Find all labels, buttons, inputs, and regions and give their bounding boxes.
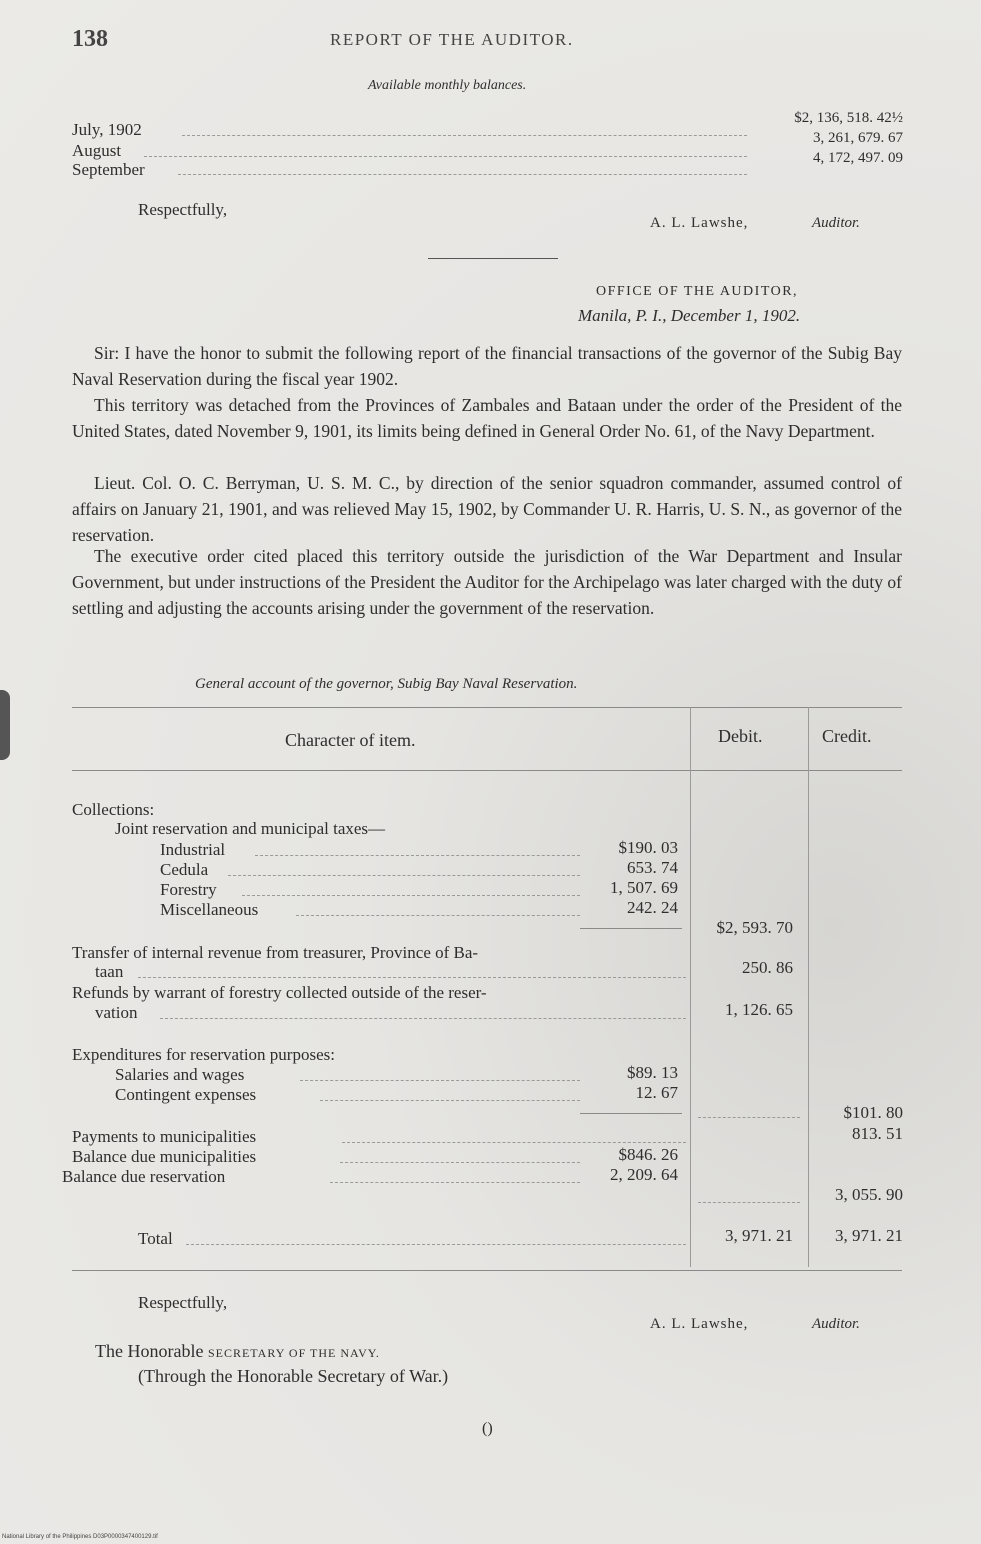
page-marker: (): [482, 1420, 493, 1437]
page-number: 138: [72, 26, 108, 52]
table-top-rule: [72, 707, 902, 708]
expenditures-credit: $101. 80: [843, 1103, 903, 1122]
expenditures-heading: Expenditures for reservation purposes:: [72, 1045, 335, 1064]
leader-dots: [698, 1117, 800, 1118]
balance-due-amount: 2, 209. 64: [610, 1165, 678, 1184]
column-divider: [808, 707, 809, 1267]
expenditure-item-amount: $89. 13: [627, 1063, 678, 1082]
addressee-name: SECRETARY OF THE NAVY.: [207, 1346, 380, 1360]
section-divider: [428, 258, 558, 259]
balances-credit: 3, 055. 90: [835, 1185, 903, 1204]
transfer-line1: Transfer of internal revenue from treasurer, Province of Ba-: [72, 943, 479, 962]
payments-label: Payments to municipalities: [72, 1127, 257, 1146]
paragraph: Lieut. Col. O. C. Berryman, U. S. M. C., by direction of the senior squadron commander, assumed control of affairs on January 21, 1901, and was relieved May 15, 1902, by Commander U. R. Harris, U. S. N., as governor of the reservation.: [72, 473, 902, 545]
leader-dots: [300, 1080, 580, 1081]
balance-label: July, 1902: [72, 120, 142, 139]
transfer-line2: taan: [95, 962, 124, 981]
refunds-line2: vation: [95, 1003, 138, 1022]
subtotal-rule: [580, 928, 682, 929]
collection-item-label: Industrial: [160, 840, 226, 859]
leader-dots: [242, 895, 580, 896]
leader-dots: [296, 915, 580, 916]
scan-edge-shadow: [0, 690, 10, 760]
leader-dots: [320, 1100, 580, 1101]
leader-dots: [160, 1018, 686, 1019]
balance-due-label: Balance due reservation: [62, 1167, 226, 1186]
total-debit: 3, 971. 21: [725, 1226, 793, 1245]
balances-title: Available monthly balances.: [368, 78, 527, 93]
addressee-line: [95, 1341, 380, 1362]
closing-respectfully: Respectfully,: [138, 1293, 228, 1312]
leader-dots: [698, 1202, 800, 1203]
paragraph: Sir: I have the honor to submit the following report of the financial transactions of the governor of the Subig Bay Naval Reservation during the fiscal year 1902.: [72, 343, 902, 389]
collection-item-label: Cedula: [160, 860, 209, 879]
scan-footer: National Library of the Philippines D03P0000347400129.tif: [2, 1534, 158, 1540]
closing-respectfully: Respectfully,: [138, 200, 228, 219]
signer-name: A. L. Lawshe,: [650, 1316, 749, 1332]
collection-item-label: Miscellaneous: [160, 900, 259, 919]
balance-amount: $2, 136, 518. 42½: [794, 110, 903, 126]
paragraph: The executive order cited placed this territory outside the jurisdiction of the War Department and Insular Government, but under instructions of the President the Auditor for the Archipelago was later charged with the duty of settling and adjusting the accounts arising under the government of the reservation.: [72, 546, 902, 618]
balance-due-amount: $846. 26: [618, 1145, 678, 1164]
office-place-date: Manila, P. I., December 1, 1902.: [578, 306, 801, 325]
leader-dots: [342, 1142, 686, 1143]
table-caption: General account of the governor, Subig Bay Naval Reservation.: [195, 676, 578, 692]
total-credit: 3, 971. 21: [835, 1226, 903, 1245]
addressee-prefix: The Honorable: [95, 1341, 204, 1361]
signer-title: Auditor.: [812, 1316, 860, 1332]
transfer-debit: 250. 86: [742, 958, 793, 977]
expenditure-item-label: Contingent expenses: [115, 1085, 257, 1104]
leader-dots: [255, 855, 580, 856]
total-label: Total: [138, 1229, 173, 1248]
collections-heading: Collections:: [72, 800, 155, 819]
subtotal-rule: [580, 1113, 682, 1114]
column-divider: [690, 707, 691, 1267]
leader-dots: [182, 135, 747, 136]
leader-dots: [178, 174, 747, 175]
office-name: OFFICE OF THE AUDITOR,: [596, 284, 799, 299]
header-debit: Debit.: [718, 726, 763, 746]
balance-label: August: [72, 141, 122, 160]
leader-dots: [330, 1182, 580, 1183]
collection-item-label: Forestry: [160, 880, 217, 899]
signer-name: A. L. Lawshe,: [650, 215, 749, 231]
payments-credit: 813. 51: [852, 1124, 903, 1143]
balance-label: September: [72, 160, 145, 179]
running-title: REPORT OF THE AUDITOR.: [330, 30, 574, 49]
collection-item-amount: 653. 74: [627, 858, 678, 877]
header-item: Character of item.: [285, 730, 416, 750]
balance-amount: 3, 261, 679. 67: [813, 130, 903, 146]
leader-dots: [186, 1244, 686, 1245]
collection-item-amount: $190. 03: [618, 838, 678, 857]
collection-item-amount: 242. 24: [627, 898, 678, 917]
collections-subheading: Joint reservation and municipal taxes—: [115, 819, 386, 838]
signer-title: Auditor.: [812, 215, 860, 231]
balance-due-label: Balance due municipalities: [72, 1147, 257, 1166]
leader-dots: [340, 1162, 580, 1163]
balance-amount: 4, 172, 497. 09: [813, 150, 903, 166]
refunds-debit: 1, 126. 65: [725, 1000, 793, 1019]
paragraph: This territory was detached from the Provinces of Zambales and Bataan under the order of the President of the United States, dated November 9, 1901, its limits being defined in General Order No. 61, of the Navy Department.: [72, 395, 902, 441]
leader-dots: [138, 977, 686, 978]
collection-item-amount: 1, 507. 69: [610, 878, 678, 897]
table-header-rule: [72, 770, 902, 771]
header-credit: Credit.: [822, 726, 872, 746]
refunds-line1: Refunds by warrant of forestry collected outside of the reser-: [72, 983, 487, 1002]
leader-dots: [144, 156, 747, 157]
table-bottom-rule: [72, 1270, 902, 1271]
through-line: (Through the Honorable Secretary of War.): [138, 1366, 449, 1386]
collections-debit: $2, 593. 70: [716, 918, 793, 937]
expenditure-item-label: Salaries and wages: [115, 1065, 245, 1084]
leader-dots: [228, 875, 580, 876]
expenditure-item-amount: 12. 67: [635, 1083, 678, 1102]
